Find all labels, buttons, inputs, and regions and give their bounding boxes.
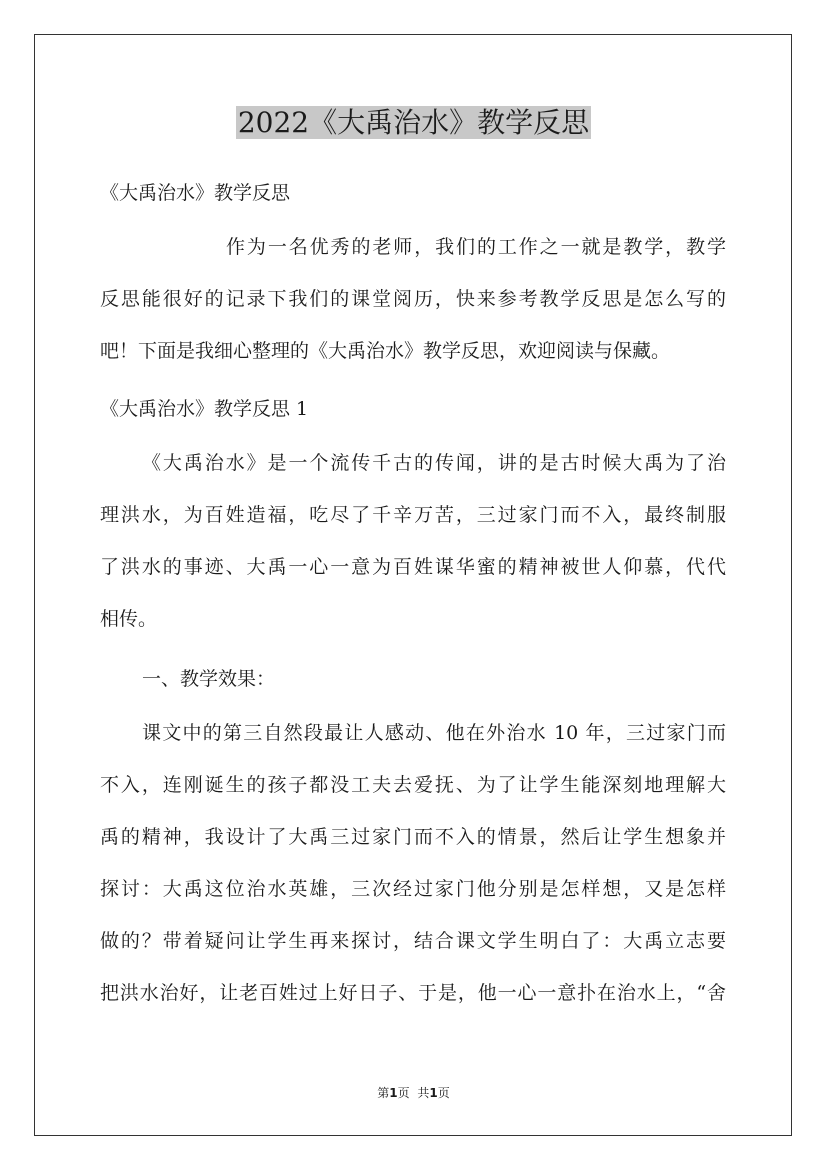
paragraph-line: 课文中的第三自然段最让人感动、他在外治水 10 年，三过家门而 — [142, 722, 726, 744]
paragraph-line: 了洪水的事迹、大禹一心一意为百姓谋华蜜的精神被世人仰慕，代代 — [100, 556, 726, 578]
total-suffix: 页 — [437, 1086, 450, 1100]
subheading-line: 一、教学效果： — [142, 668, 276, 690]
subheading — [100, 653, 726, 705]
intro-line: 吧！下面是我细心整理的《大禹治水》教学反思，欢迎阅读与保藏。 — [100, 340, 671, 362]
document-title — [0, 100, 827, 146]
paragraph-2 — [100, 707, 726, 1019]
total-prefix: 共 — [417, 1086, 430, 1100]
paragraph-line: 禹的精神，我设计了大禹三过家门而不入的情景，然后让学生想象并 — [100, 826, 726, 848]
subtitle — [100, 167, 726, 219]
paragraph-line: 相传。 — [100, 608, 158, 630]
section-heading — [100, 383, 726, 435]
paragraph-line: 《大禹治水》是一个流传千古的传闻，讲的是古时候大禹为了治 — [142, 452, 726, 474]
section-heading-line: 《大禹治水》教学反思 1 — [100, 398, 309, 420]
page-prefix: 第 — [377, 1086, 390, 1100]
total-pages: 1 — [429, 1086, 438, 1100]
intro-line: 作为一名优秀的老师，我们的工作之一就是教学，教学 — [226, 236, 726, 258]
paragraph-line: 做的？带着疑问让学生再来探讨，结合课文学生明白了：大禹立志要 — [100, 930, 726, 952]
intro-paragraph — [100, 221, 726, 377]
page-number: 1 — [389, 1086, 398, 1100]
intro-line: 反思能很好的记录下我们的课堂阅历，快来参考教学反思是怎么写的 — [100, 288, 726, 310]
subtitle-line: 《大禹治水》教学反思 — [100, 182, 291, 204]
paragraph-line: 理洪水，为百姓造福，吃尽了千辛万苦，三过家门而不入，最终制服 — [100, 504, 726, 526]
page-footer — [0, 1084, 827, 1101]
title-text: 2022《大禹治水》教学反思 — [237, 106, 590, 139]
page-suffix: 页 — [397, 1086, 410, 1100]
paragraph-line: 探讨：大禹这位治水英雄，三次经过家门他分别是怎样想，又是怎样 — [100, 878, 726, 900]
paragraph-1 — [100, 437, 726, 645]
paragraph-line: 不入，连刚诞生的孩子都没工夫去爱抚、为了让学生能深刻地理解大 — [100, 774, 726, 796]
paragraph-line: 把洪水治好，让老百姓过上好日子、于是，他一心一意扑在治水上，“舍 — [100, 982, 726, 1004]
